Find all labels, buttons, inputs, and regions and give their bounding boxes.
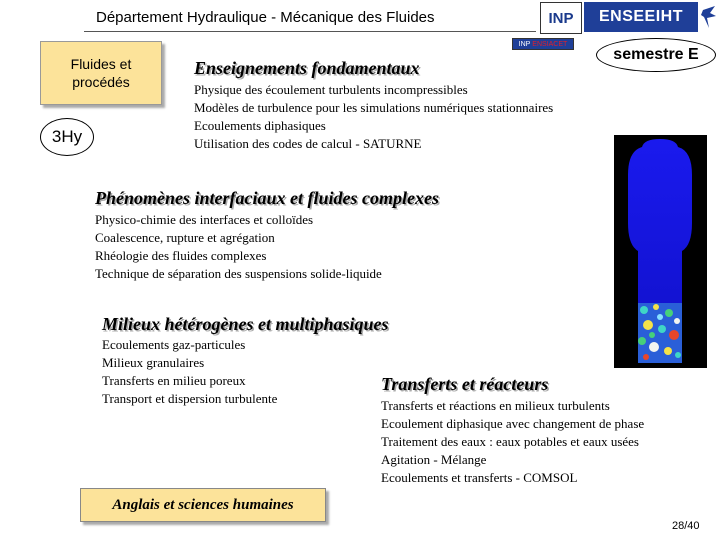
ensiacet-logo-part1: INP: [518, 40, 531, 48]
list-item: Transport et dispersion turbulente: [102, 391, 278, 406]
enseeiht-logo: ENSEEIHT: [584, 2, 698, 32]
program-badge: 3Hy: [40, 118, 94, 156]
list-item: Milieux granulaires: [102, 355, 205, 370]
list-milieux: [102, 336, 277, 408]
section-title-enseignements: Enseignements fondamentaux: [194, 58, 420, 78]
list-item: Traitement des eaux : eaux potables et eaux usées: [381, 434, 639, 449]
list-item: Physique des écoulement turbulents incompressibles: [194, 82, 468, 97]
list-item: Ecoulement diphasique avec changement de phase: [381, 416, 645, 431]
box-line-1: Fluides et: [70, 56, 132, 72]
list-item: Coalescence, rupture et agrégation: [95, 230, 275, 245]
list-phenomenes: [95, 211, 382, 283]
fluides-procedes-box: [40, 41, 162, 105]
list-item: Technique de séparation des suspensions solide-liquide: [95, 266, 382, 281]
list-item: Ecoulements diphasiques: [194, 118, 326, 133]
list-item: Rhéologie des fluides complexes: [95, 248, 267, 263]
list-enseignements: [194, 81, 553, 153]
list-item: Ecoulements et transferts - COMSOL: [381, 470, 578, 485]
page-number: 28/40: [672, 520, 700, 532]
box-line-2: procédés: [72, 74, 130, 90]
bird-logo-icon: [700, 4, 718, 30]
section-title-transferts: Transferts et réacteurs: [381, 374, 549, 394]
section-title-phenomenes: Phénomènes interfaciaux et fluides complexes: [95, 188, 439, 208]
simulation-image: [614, 135, 707, 368]
list-item: Ecoulements gaz-particules: [102, 337, 246, 352]
list-transferts: [381, 397, 644, 487]
list-item: Agitation - Mélange: [381, 452, 487, 467]
ensiacet-logo-part2: ENSIACET: [532, 40, 568, 48]
section-title-milieux: Milieux hétérogènes et multiphasiques: [102, 314, 389, 334]
header-divider: [84, 31, 536, 32]
semester-badge: semestre E: [596, 38, 716, 72]
list-item: Physico-chimie des interfaces et colloïdes: [95, 212, 314, 227]
list-item: Modèles de turbulence pour les simulations numériques stationnaires: [194, 100, 554, 115]
ensiacet-logo: [512, 38, 574, 50]
header-title: Département Hydraulique - Mécanique des Fluides: [96, 9, 435, 26]
list-item: Transferts en milieu poreux: [102, 373, 246, 388]
inp-logo: INP: [540, 2, 582, 34]
list-item: Transferts et réactions en milieux turbulents: [381, 398, 610, 413]
anglais-box: Anglais et sciences humaines: [80, 488, 326, 522]
list-item: Utilisation des codes de calcul - SATURNE: [194, 136, 422, 151]
